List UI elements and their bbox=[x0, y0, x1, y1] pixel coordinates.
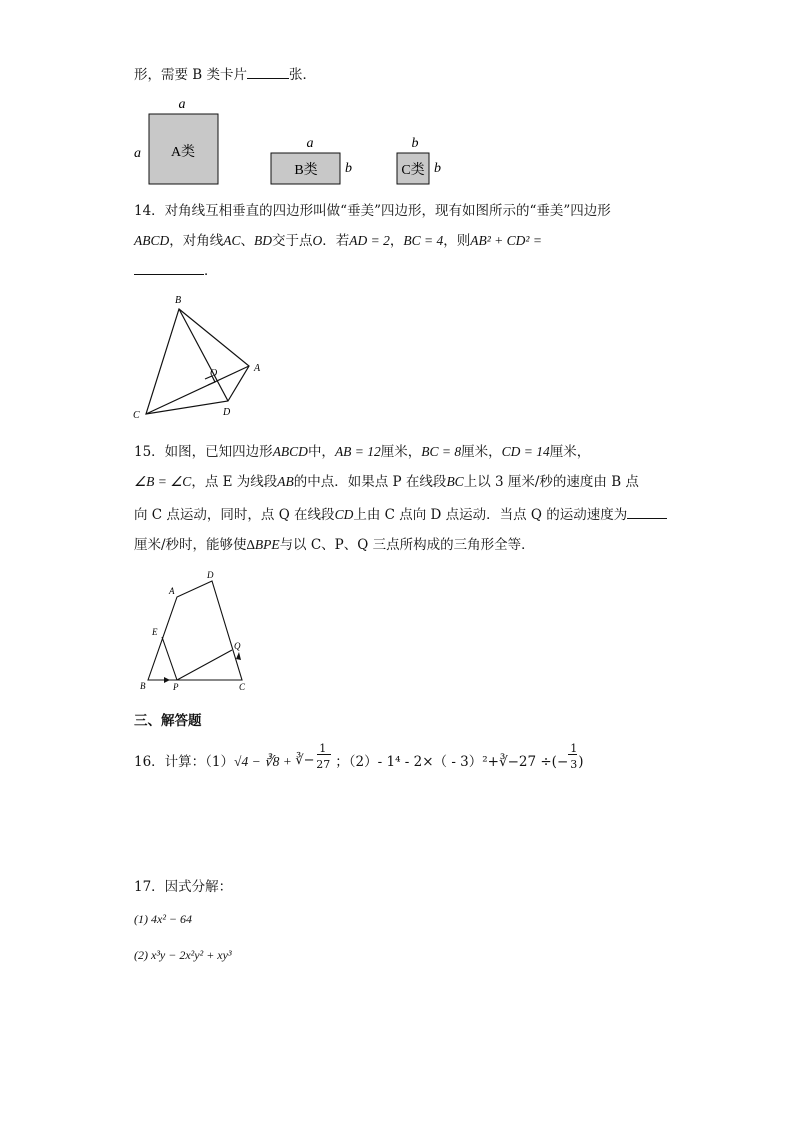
q15-label-b: B bbox=[140, 681, 146, 691]
q15-abcd: ABCD bbox=[272, 444, 308, 459]
q16-frac2-num: 1 bbox=[570, 742, 578, 755]
q15-arrow-c-to-d-icon bbox=[236, 652, 241, 660]
q15-label-d: D bbox=[207, 570, 214, 580]
q13-cards-figure bbox=[128, 94, 458, 190]
q15-seg-ab: AB bbox=[277, 474, 294, 489]
card-a-name: A类 bbox=[170, 145, 196, 160]
q13-tail bbox=[134, 66, 316, 84]
q15-text-a: 15．如图，已知四边形 bbox=[134, 444, 273, 460]
q16-separator: ；（2） bbox=[335, 754, 378, 770]
q15-text-3c: 上由 C 点向 D 点运动．当点 Q 的运动速度为 bbox=[353, 507, 628, 523]
q14-line2 bbox=[134, 232, 542, 250]
q14-text-f: 交于点 bbox=[272, 233, 313, 249]
q14-bd: BD bbox=[254, 233, 273, 248]
q15-angle-eq: ∠B = ∠C bbox=[134, 474, 192, 489]
q16-part2: - 1⁴ - 2×（ - 3）²+∛−27 ÷(− bbox=[377, 754, 569, 770]
q15-quadrilateral bbox=[148, 581, 242, 680]
q17-title: 17．因式分解： bbox=[134, 879, 233, 895]
q14-bc: BC = 4 bbox=[403, 233, 444, 248]
card-a-side-label: a bbox=[134, 146, 141, 161]
q15-cd: CD = 14 bbox=[501, 444, 550, 459]
q14-o: O bbox=[312, 233, 323, 248]
q15-answer-blank[interactable] bbox=[627, 506, 667, 519]
q15-text-2d: 的中点．如果点 P 在线段 bbox=[293, 474, 447, 490]
q15-line3 bbox=[134, 506, 667, 524]
q14-label-d: D bbox=[223, 407, 231, 418]
q15-seg-cd: CD bbox=[334, 507, 354, 522]
q14-answer-blank[interactable] bbox=[134, 262, 204, 275]
q14-quadrilateral bbox=[146, 309, 249, 414]
q14-text-h: ．若 bbox=[322, 233, 350, 249]
q14-text-j: ， bbox=[389, 233, 404, 249]
q14-label-b: B bbox=[175, 295, 182, 306]
q15-text-4c: 与以 C、P、Q 三点所构成的三角形全等． bbox=[279, 537, 535, 553]
q15-line1 bbox=[134, 443, 590, 461]
q15-segment-ep bbox=[162, 637, 177, 680]
q14-diagonal-ac bbox=[146, 366, 249, 414]
q14-text-l: ，则 bbox=[443, 233, 471, 249]
q15-text-3a: 向 C 点运动，同时，点 Q 在线段 bbox=[134, 507, 335, 523]
q14-line1: 14．对角线互相垂直的四边形叫做“垂美”四边形，现有如图所示的“垂美”四边形 bbox=[134, 203, 611, 219]
card-c-top-label: b bbox=[411, 136, 419, 151]
q16-frac1-num: 1 bbox=[319, 742, 327, 755]
q16-sqrt4: √4 bbox=[234, 754, 249, 769]
card-c-name: C类 bbox=[401, 163, 425, 178]
q15-unit-3: 厘米， bbox=[549, 444, 591, 460]
q17-item1: (1) 4x² − 64 bbox=[134, 912, 193, 926]
q16-frac1-den: 27 bbox=[316, 758, 331, 771]
q13-answer-blank[interactable] bbox=[247, 66, 289, 79]
q15-figure bbox=[130, 566, 260, 696]
card-a-top-label: a bbox=[178, 97, 186, 112]
q17-item2: (2) x³y − 2x²y² + xy³ bbox=[134, 948, 232, 962]
q16-cbrt8: − ∛8 + bbox=[248, 754, 296, 769]
q14-text-b: ，对角线 bbox=[169, 233, 224, 249]
q16-line bbox=[134, 742, 584, 776]
q15-label-q: Q bbox=[234, 641, 241, 651]
q14-end: ． bbox=[204, 263, 218, 279]
q16-frac2 bbox=[568, 742, 578, 771]
q14-abcd: ABCD bbox=[134, 233, 170, 248]
card-b-side-label: b bbox=[345, 161, 352, 176]
q15-text-2f: 上以 3 厘米/秒的速度由 B 点 bbox=[463, 474, 639, 490]
q16-prefix: 16．计算：（1） bbox=[134, 754, 235, 770]
q14-text-d: 、 bbox=[240, 233, 255, 249]
card-b-name: B类 bbox=[294, 163, 318, 178]
card-b-top-label: a bbox=[306, 136, 314, 151]
q14-ac: AC bbox=[223, 233, 241, 248]
q15-unit-2: 厘米， bbox=[461, 444, 502, 460]
q14-label-a: A bbox=[254, 363, 261, 374]
q14-expression: AB² + CD² = bbox=[470, 233, 542, 248]
section-title: 三、解答题 bbox=[134, 713, 202, 729]
q14-label-c: C bbox=[133, 410, 140, 421]
q14-line3 bbox=[134, 262, 218, 280]
q15-label-p: P bbox=[173, 682, 179, 692]
q16-close-paren: ) bbox=[578, 754, 584, 770]
q16-frac2-den: 3 bbox=[570, 758, 578, 771]
card-c-side-label: b bbox=[434, 161, 441, 176]
q15-text-c: 中， bbox=[307, 444, 335, 460]
q15-triangle-bpe: ∆BPE bbox=[246, 537, 280, 552]
q15-line4 bbox=[134, 536, 535, 554]
q13-tail-end: 张． bbox=[289, 67, 317, 83]
q14-figure bbox=[128, 290, 268, 426]
q14-ad: AD = 2 bbox=[349, 233, 390, 248]
q15-unit-1: 厘米， bbox=[380, 444, 422, 460]
q15-line2 bbox=[134, 473, 639, 491]
q15-segment-pq bbox=[177, 650, 232, 680]
q15-text-4a: 厘米/秒时，能够使 bbox=[134, 537, 247, 553]
q15-bc: BC = 8 bbox=[421, 444, 462, 459]
q15-arrow-b-to-p-icon bbox=[164, 677, 170, 683]
q15-label-c: C bbox=[239, 682, 246, 692]
q14-label-o: O bbox=[210, 368, 218, 379]
q15-text-2b: ，点 E 为线段 bbox=[191, 474, 278, 490]
q13-tail-text: 形，需要 B 类卡片 bbox=[134, 67, 248, 83]
q15-label-e: E bbox=[152, 627, 158, 637]
q15-seg-bc: BC bbox=[446, 474, 464, 489]
q15-ab: AB = 12 bbox=[334, 444, 381, 459]
q16-cbrt-fraction: ∛− 1 27 bbox=[295, 748, 335, 766]
q15-label-a: A bbox=[169, 586, 175, 596]
